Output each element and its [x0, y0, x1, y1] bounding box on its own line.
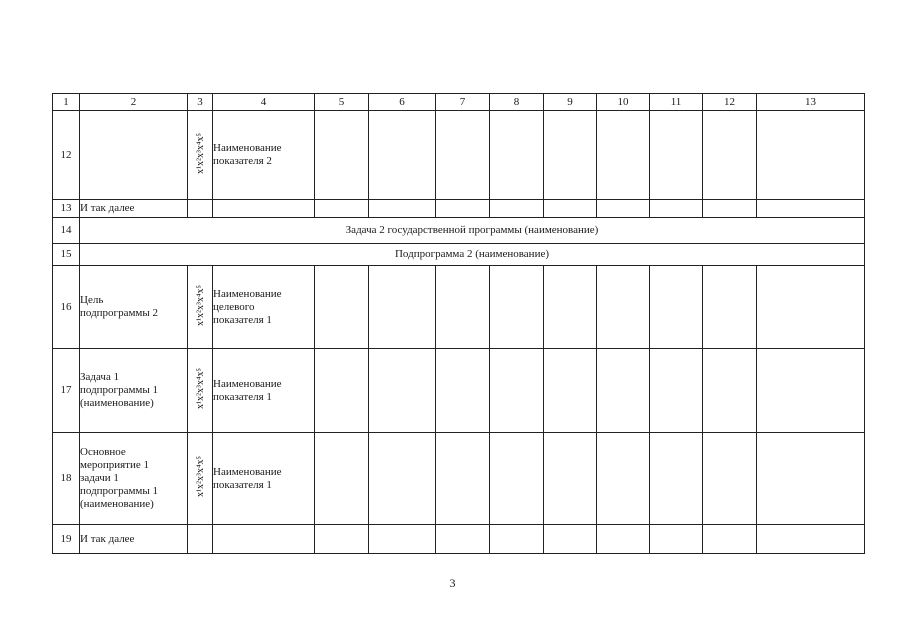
header-cell: 5: [315, 94, 369, 111]
empty-cell: [650, 525, 703, 554]
empty-cell: [597, 525, 650, 554]
empty-cell: [650, 433, 703, 525]
empty-cell: [703, 525, 757, 554]
row-name: Основное мероприятие 1 задачи 1 подпрограммы 1 (наименование): [80, 433, 188, 525]
row-code: x¹x²x³x⁴x⁵: [194, 368, 206, 409]
empty-cell: [490, 349, 544, 433]
empty-cell: [315, 266, 369, 349]
header-cell: 10: [597, 94, 650, 111]
empty-cell: [490, 433, 544, 525]
empty-cell: [544, 349, 597, 433]
table-row: [53, 525, 865, 554]
empty-cell: [490, 200, 544, 218]
empty-cell: [188, 525, 213, 554]
empty-cell: [369, 525, 436, 554]
empty-cell: [315, 525, 369, 554]
header-cell: 7: [436, 94, 490, 111]
empty-cell: [757, 433, 865, 525]
empty-cell: [490, 525, 544, 554]
row-indicator: Наименование целевого показателя 1: [213, 266, 315, 349]
empty-cell: [436, 433, 490, 525]
row-indicator: Наименование показателя 1: [213, 349, 315, 433]
table-row: [53, 244, 865, 266]
empty-cell: [703, 349, 757, 433]
header-cell: 13: [757, 94, 865, 111]
empty-cell: [436, 349, 490, 433]
empty-cell: [188, 200, 213, 218]
empty-cell: [315, 349, 369, 433]
empty-cell: [544, 266, 597, 349]
empty-cell: [490, 111, 544, 200]
empty-cell: [703, 433, 757, 525]
row-number: 18: [53, 433, 80, 525]
row-indicator: Наименование показателя 1: [213, 433, 315, 525]
row-number: 16: [53, 266, 80, 349]
row-indicator: Наименование показателя 2: [213, 111, 315, 200]
empty-cell: [213, 525, 315, 554]
header-cell: 2: [80, 94, 188, 111]
empty-cell: [703, 111, 757, 200]
empty-cell: [597, 200, 650, 218]
empty-cell: [436, 111, 490, 200]
empty-cell: [369, 349, 436, 433]
empty-cell: [544, 525, 597, 554]
section-title: Подпрограмма 2 (наименование): [80, 244, 865, 266]
header-cell: 6: [369, 94, 436, 111]
empty-cell: [757, 200, 865, 218]
row-code: x¹x²x³x⁴x⁵: [194, 284, 206, 326]
row-name: [80, 111, 188, 200]
header-cell: 12: [703, 94, 757, 111]
empty-cell: [369, 111, 436, 200]
indicator-table: [52, 93, 865, 554]
header-cell: 1: [53, 94, 80, 111]
table-row: [53, 218, 865, 244]
empty-cell: [544, 433, 597, 525]
row-code: x¹x²x³x⁴x⁵: [194, 132, 206, 174]
table-row: [53, 200, 865, 218]
table-row: [53, 111, 865, 200]
header-cell: 3: [188, 94, 213, 111]
empty-cell: [597, 266, 650, 349]
page-number: 3: [449, 576, 456, 590]
empty-cell: [597, 111, 650, 200]
header-cell: 4: [213, 94, 315, 111]
table-row: [53, 349, 865, 433]
empty-cell: [650, 111, 703, 200]
table-header-row: [53, 94, 865, 111]
empty-cell: [597, 349, 650, 433]
empty-cell: [436, 200, 490, 218]
empty-cell: [490, 266, 544, 349]
empty-cell: [650, 200, 703, 218]
header-cell: 9: [544, 94, 597, 111]
row-name: Задача 1 подпрограммы 1 (наименование): [80, 349, 188, 433]
row-name: И так далее: [80, 525, 188, 554]
row-number: 17: [53, 349, 80, 433]
empty-cell: [544, 200, 597, 218]
empty-cell: [703, 200, 757, 218]
empty-cell: [650, 266, 703, 349]
empty-cell: [757, 266, 865, 349]
row-number: 15: [53, 244, 80, 266]
header-cell: 11: [650, 94, 703, 111]
row-number: 13: [53, 200, 80, 218]
empty-cell: [703, 266, 757, 349]
empty-cell: [369, 433, 436, 525]
section-title: Задача 2 государственной программы (наименование): [80, 218, 865, 244]
empty-cell: [436, 525, 490, 554]
empty-cell: [757, 349, 865, 433]
row-name: И так далее: [80, 200, 188, 218]
empty-cell: [597, 433, 650, 525]
row-number: 19: [53, 525, 80, 554]
table-row: [53, 433, 865, 525]
empty-cell: [369, 200, 436, 218]
row-name: Цель подпрограммы 2: [80, 266, 188, 349]
empty-cell: [315, 433, 369, 525]
empty-cell: [436, 266, 490, 349]
row-code: x¹x²x³x⁴x⁵: [194, 456, 206, 497]
row-number: 14: [53, 218, 80, 244]
empty-cell: [757, 525, 865, 554]
header-cell: 8: [490, 94, 544, 111]
row-number: 12: [53, 111, 80, 200]
table-row: [53, 266, 865, 349]
empty-cell: [544, 111, 597, 200]
empty-cell: [213, 200, 315, 218]
empty-cell: [315, 200, 369, 218]
empty-cell: [650, 349, 703, 433]
empty-cell: [315, 111, 369, 200]
empty-cell: [369, 266, 436, 349]
empty-cell: [757, 111, 865, 200]
